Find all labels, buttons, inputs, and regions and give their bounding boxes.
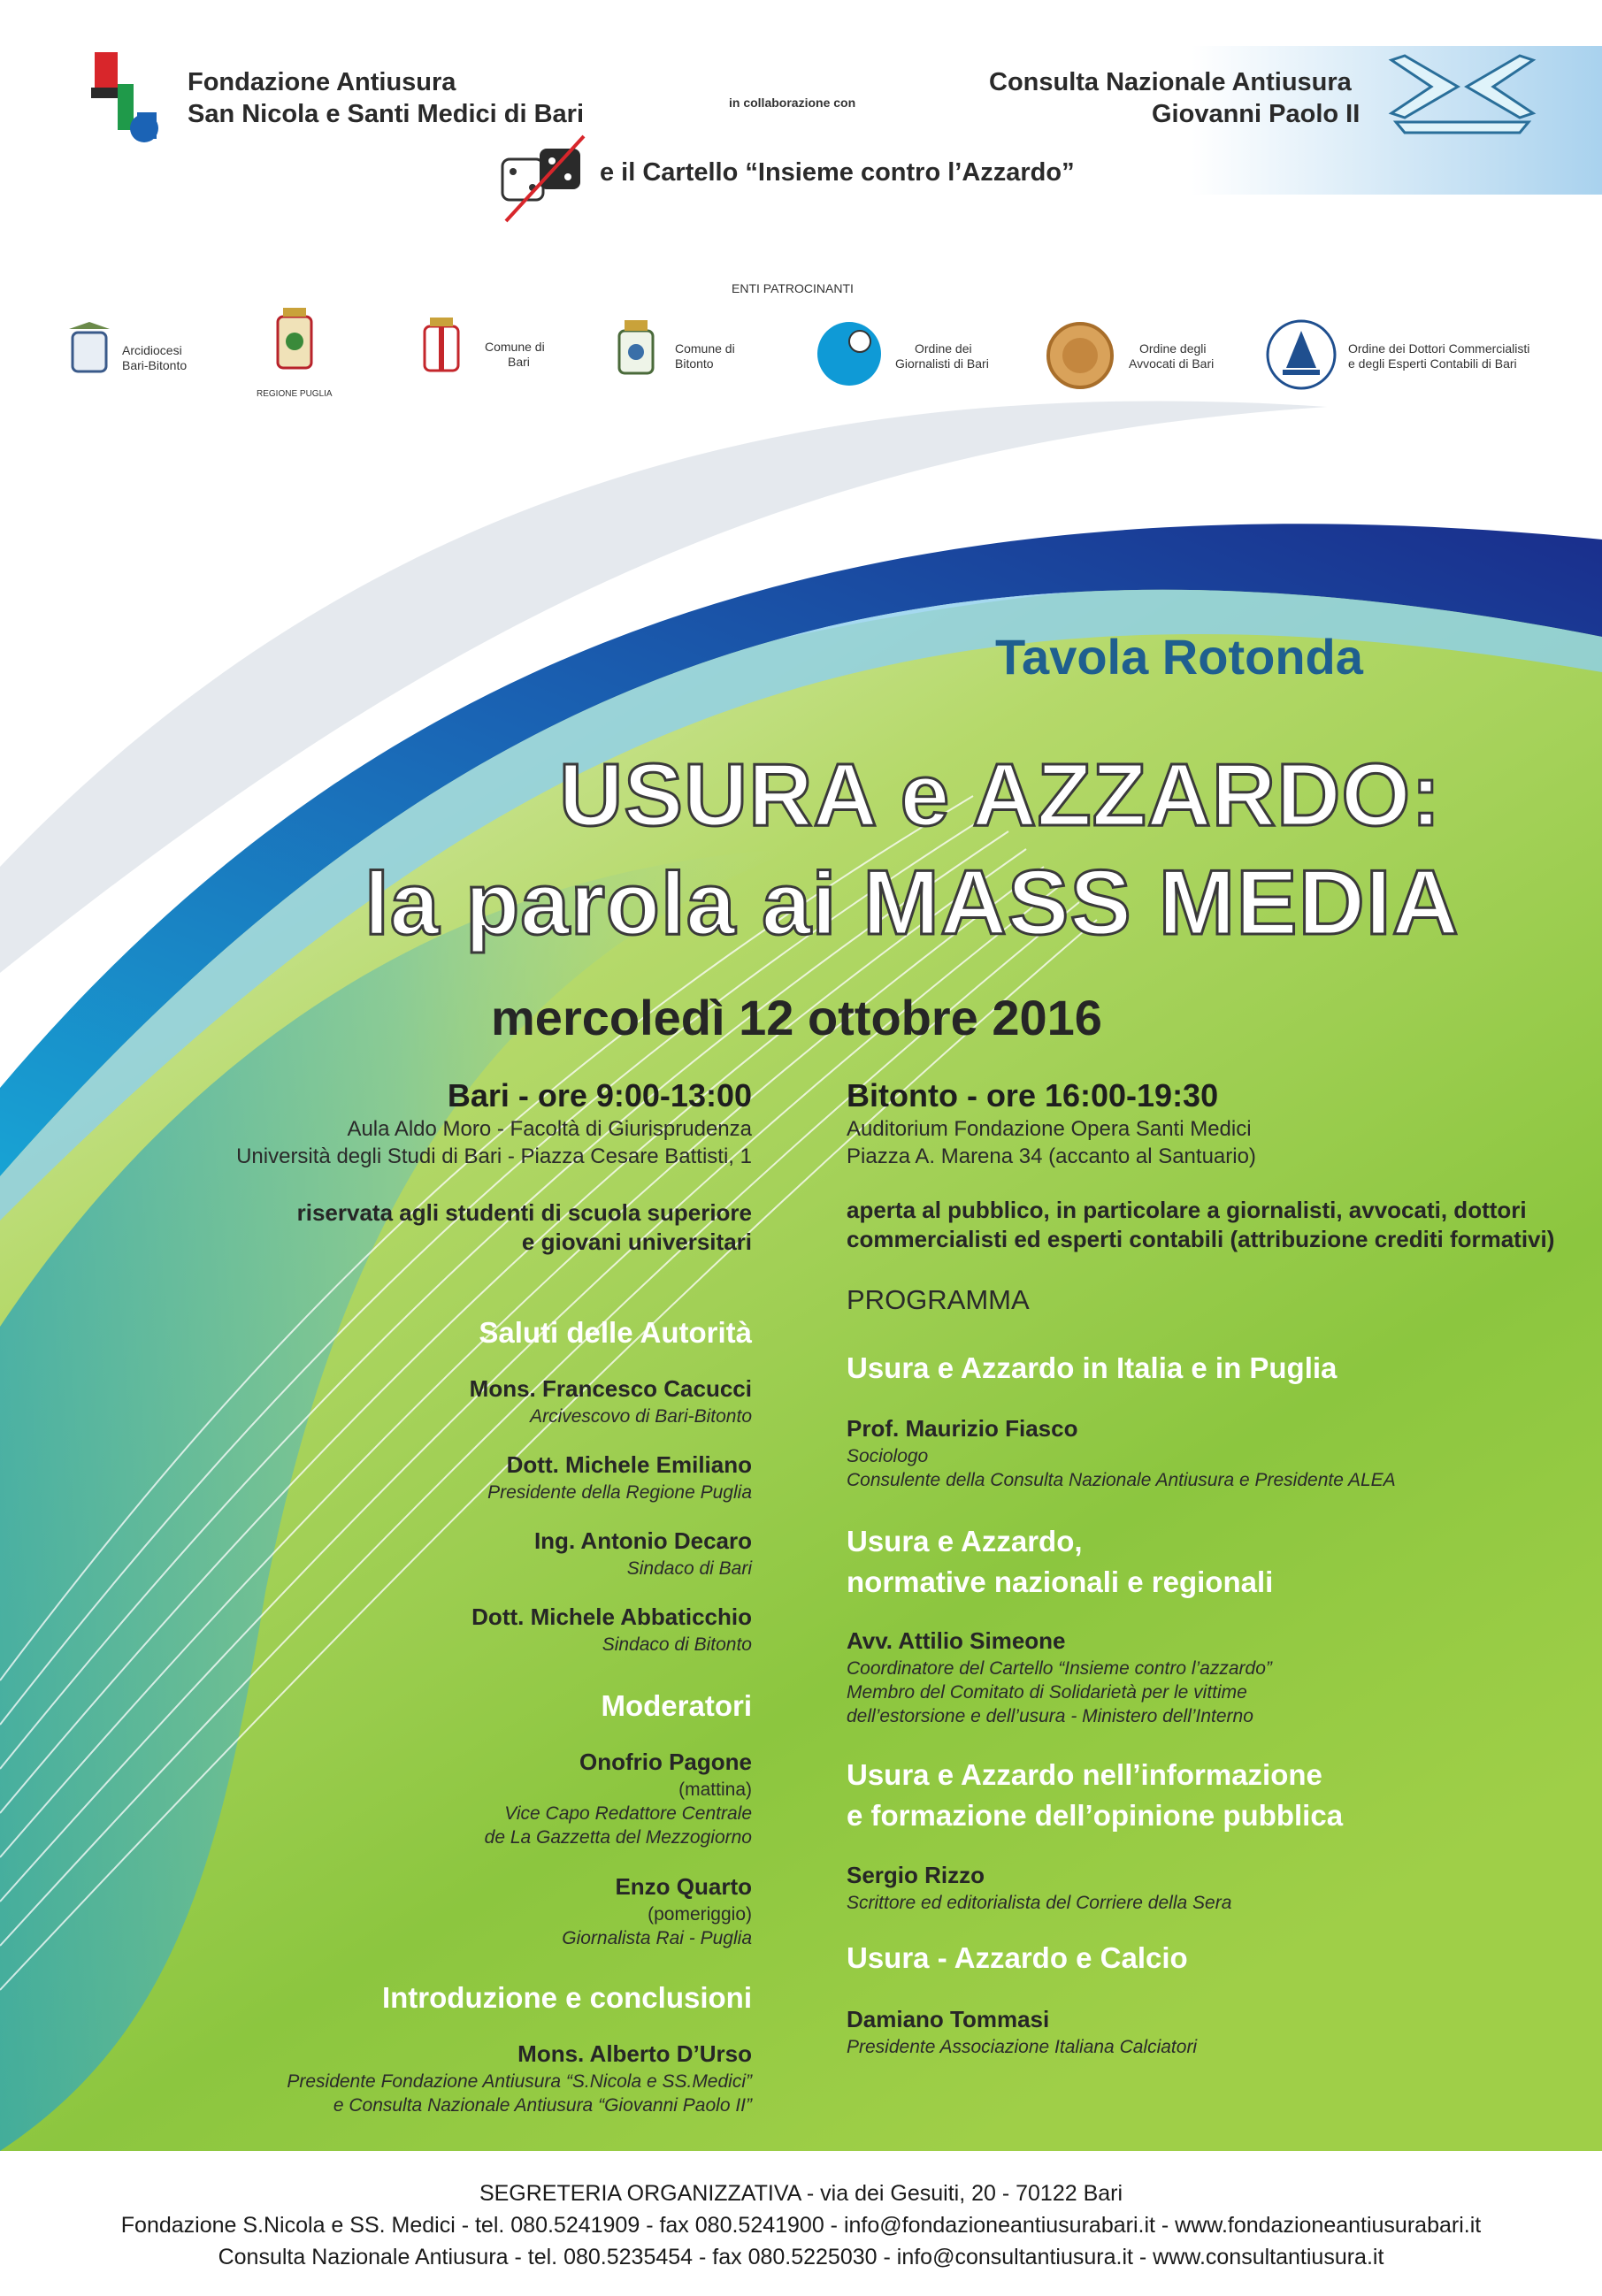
s3-role: Scrittore ed editorialista del Corriere della Sera: [847, 1893, 1232, 1913]
event-title-line1: USURA e AZZARDO:: [559, 746, 1442, 845]
p3-role: Sindaco di Bari: [626, 1558, 752, 1579]
arcidiocesi-crest-icon: [64, 320, 115, 384]
dice-crossed-icon: [495, 133, 593, 226]
arcidiocesi-2: Bari-Bitonto: [122, 358, 188, 372]
org-right-line2: Giovanni Paolo II: [1152, 100, 1361, 128]
m2-name: Enzo Quarto: [615, 1873, 752, 1900]
footer-line2: Fondazione S.Nicola e SS. Medici - tel. 080.5241909 - fax 080.5241900 - info@fondazioneantiusurabari.it - www.fondazioneantiusurabari.it: [120, 2213, 1482, 2238]
avvocati-seal-icon: [1046, 321, 1115, 390]
event-date: mercoledì 12 ottobre 2016: [491, 990, 1102, 1045]
bari-venue1: Aula Aldo Moro - Facoltà di Giurisprudenza: [347, 1117, 752, 1141]
event-title-line2: [364, 851, 1460, 956]
bari-note1: riservata agli studenti di scuola superiore: [296, 1199, 752, 1226]
topic4-heading: Usura - Azzardo e Calcio: [847, 1941, 1188, 1974]
regione-puglia-crest-icon: [272, 306, 317, 377]
s1-role2: Consulente della Consulta Nazionale Antiusura e Presidente ALEA: [847, 1470, 1396, 1490]
p1-name: Mons. Francesco Cacucci: [469, 1375, 752, 1402]
commercialisti-2: e degli Esperti Contabili di Bari: [1348, 356, 1517, 371]
comune-bari-crest-icon: [416, 314, 467, 385]
m1-time: (mattina): [678, 1779, 752, 1800]
s2-role3: dell’estorsione e dell’usura - Ministero dell’Interno: [847, 1706, 1253, 1726]
s2-role1: Coordinatore del Cartello “Insieme contro l’azzardo”: [847, 1658, 1272, 1679]
bitonto-title: Bitonto - ore 16:00-19:30: [847, 1077, 1219, 1114]
moderatori-heading: Moderatori: [601, 1689, 752, 1722]
p2-role: Presidente della Regione Puglia: [487, 1482, 752, 1503]
bitonto-note2: commercialisti ed esperti contabili (attribuzione crediti formativi): [847, 1226, 1555, 1252]
saluti-heading: Saluti delle Autorità: [479, 1316, 752, 1349]
avvocati-2: Avvocati di Bari: [1129, 356, 1215, 371]
footer-line1: SEGRETERIA ORGANIZZATIVA - via dei Gesuiti, 20 - 70122 Bari: [479, 2181, 1123, 2206]
bitonto-note1: aperta al pubblico, in particolare a giornalisti, avvocati, dottori: [847, 1197, 1527, 1223]
giornalisti-logo-icon: [814, 318, 885, 389]
comune-bitonto-2: Bitonto: [675, 356, 714, 371]
m1-role2: de La Gazzetta del Mezzogiorno: [484, 1827, 752, 1848]
s1-name: Prof. Maurizio Fiasco: [847, 1415, 1078, 1442]
org-left-line2: San Nicola e Santi Medici di Bari: [188, 100, 585, 128]
m2-time: (pomeriggio): [648, 1904, 752, 1925]
bitonto-venue2: Piazza A. Marena 34 (accanto al Santuario): [847, 1144, 1256, 1168]
collab-label: in collaborazione con: [729, 96, 856, 110]
regione-label: REGIONE PUGLIA: [257, 389, 333, 399]
m1-role1: Vice Capo Redattore Centrale: [504, 1803, 752, 1824]
comune-bari-2: Bari: [508, 355, 530, 369]
program-label: PROGRAMMA: [847, 1284, 1030, 1315]
event-title-line2-a: la parola ai: [364, 854, 863, 953]
footer-line3: Consulta Nazionale Antiusura - tel. 080.5235454 - fax 080.5225030 - info@consultantiusura.it - www.consultantiusura.it: [218, 2245, 1384, 2269]
p4-name: Dott. Michele Abbaticchio: [471, 1603, 752, 1630]
p1-role: Arcivescovo di Bari-Bitonto: [530, 1406, 752, 1427]
consulta-logo-icon: [1387, 51, 1537, 135]
avvocati-1: Ordine degli: [1139, 341, 1207, 356]
patrons-title: ENTI PATROCINANTI: [732, 281, 854, 295]
comune-bari-1: Comune di: [485, 340, 545, 354]
giornalisti-1: Ordine dei: [915, 341, 972, 356]
s4-role: Presidente Associazione Italiana Calciatori: [847, 2037, 1198, 2057]
commercialisti-1: Ordine dei Dottori Commercialisti: [1348, 341, 1530, 356]
m2-role: Giornalista Rai - Puglia: [562, 1928, 752, 1948]
s4-name: Damiano Tommasi: [847, 2006, 1050, 2032]
p4-role: Sindaco di Bitonto: [602, 1634, 752, 1655]
bitonto-venue1: Auditorium Fondazione Opera Santi Medici: [847, 1117, 1252, 1141]
comune-bitonto-1: Comune di: [675, 341, 735, 356]
topic1-heading: Usura e Azzardo in Italia e in Puglia: [847, 1351, 1338, 1384]
commercialisti-logo-icon: [1265, 318, 1338, 391]
arcidiocesi-1: Arcidiocesi: [122, 343, 182, 357]
s3-name: Sergio Rizzo: [847, 1862, 985, 1888]
comune-bitonto-crest-icon: [610, 317, 662, 386]
topic2-heading-a: Usura e Azzardo,: [847, 1525, 1083, 1557]
event-type: Tavola Rotonda: [995, 629, 1363, 685]
org-left-line1: Fondazione Antiusura: [188, 68, 456, 96]
i-role2: e Consulta Nazionale Antiusura “Giovanni Paolo II”: [333, 2095, 752, 2116]
topic3-heading-a: Usura e Azzardo nell’informazione: [847, 1758, 1322, 1791]
intro-heading: Introduzione e conclusioni: [381, 1981, 752, 2014]
topic2-heading-b: normative nazionali e regionali: [847, 1565, 1274, 1598]
bari-title: Bari - ore 9:00-13:00: [447, 1077, 752, 1114]
giornalisti-2: Giornalisti di Bari: [895, 356, 989, 371]
cartello-label: e il Cartello “Insieme contro l’Azzardo”: [600, 158, 1075, 187]
m1-name: Onofrio Pagone: [579, 1749, 752, 1775]
org-right-line1: Consulta Nazionale Antiusura: [989, 68, 1352, 96]
s2-role2: Membro del Comitato di Solidarietà per le vittime: [847, 1682, 1247, 1703]
event-title-line2-b: MASS MEDIA: [862, 852, 1460, 954]
p2-name: Dott. Michele Emiliano: [506, 1451, 752, 1478]
bari-note2: e giovani universitari: [521, 1228, 752, 1255]
i-name: Mons. Alberto D’Urso: [517, 2040, 752, 2067]
i-role1: Presidente Fondazione Antiusura “S.Nicola e SS.Medici”: [287, 2071, 752, 2092]
s2-name: Avv. Attilio Simeone: [847, 1627, 1066, 1654]
p3-name: Ing. Antonio Decaro: [533, 1527, 752, 1554]
s1-role1: Sociologo: [847, 1446, 929, 1466]
bari-venue2: Università degli Studi di Bari - Piazza Cesare Battisti, 1: [236, 1144, 752, 1168]
topic3-heading-b: e formazione dell’opinione pubblica: [847, 1799, 1344, 1832]
fondazione-logo-icon: [84, 49, 164, 146]
